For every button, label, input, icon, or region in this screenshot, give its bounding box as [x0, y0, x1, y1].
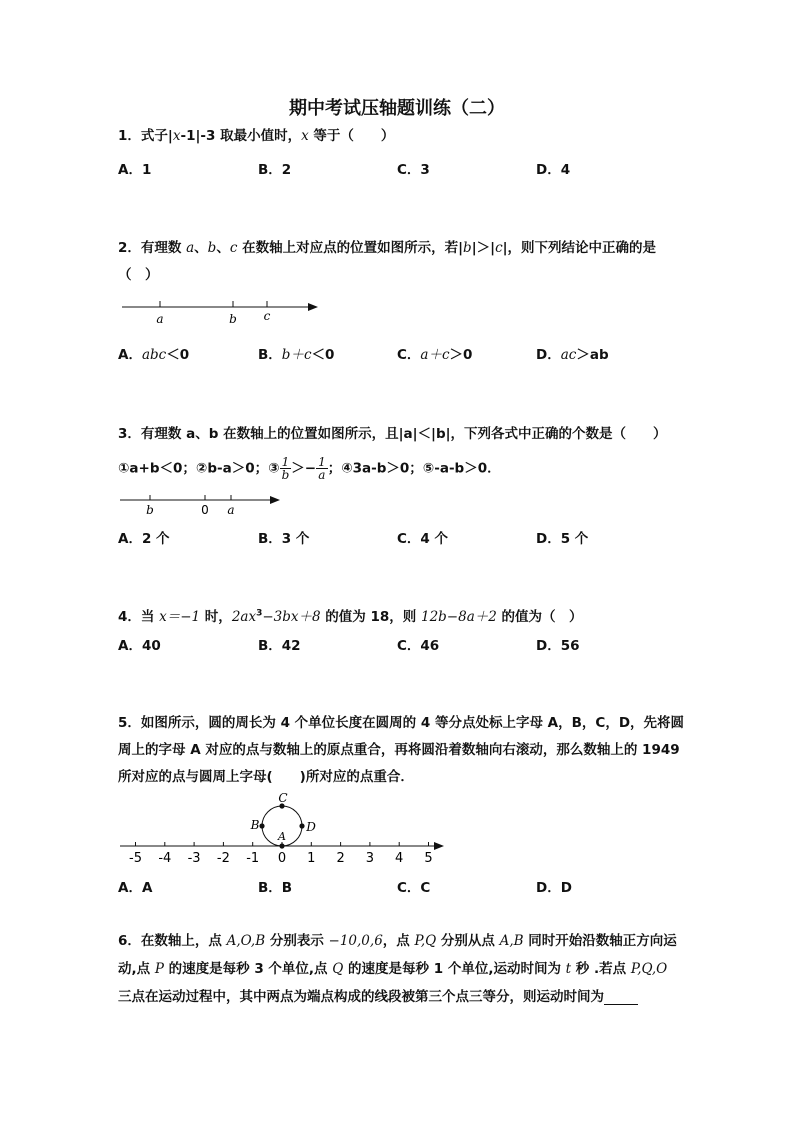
- q5-option-b[interactable]: B．B: [258, 880, 293, 896]
- label-b: b: [229, 312, 237, 326]
- label-a: a: [156, 312, 164, 326]
- axis-tick-label: 2: [336, 851, 345, 866]
- q3-number-line: [118, 490, 288, 520]
- q2-var: b: [463, 240, 472, 256]
- q2-var: c: [229, 240, 238, 256]
- option-expr: a＋c: [420, 347, 450, 363]
- q3-item-5: ⑤-a-b＞0．: [422, 460, 501, 477]
- option-prefix: B．: [258, 347, 282, 363]
- option-expr: ac: [560, 347, 577, 363]
- q6-var: t: [565, 961, 572, 977]
- q5-option-d[interactable]: D．D: [536, 880, 572, 896]
- q1-option-a[interactable]: A．1: [118, 162, 152, 178]
- option-prefix: C．: [397, 347, 421, 363]
- label-c: C: [278, 791, 288, 805]
- q2-text: 有理数: [140, 240, 187, 256]
- q4-text: 时，: [200, 609, 232, 625]
- q2-number-line: [118, 296, 324, 328]
- q2-text: 在数轴上对应点的位置如图所示，若|: [237, 240, 464, 256]
- page-title: 期中考试压轴题训练（二）: [289, 98, 505, 119]
- label-c: c: [263, 309, 271, 323]
- axis-tick-label: 4: [395, 851, 404, 866]
- q6-text: 的速度是每秒 1 个单位,运动时间为: [343, 961, 566, 977]
- q6-text: 分别表示: [265, 933, 329, 949]
- q1-text-pre: 式子|: [140, 128, 173, 144]
- q1-option-d[interactable]: D．4: [536, 162, 571, 178]
- label-d: D: [306, 820, 316, 834]
- q4-expr: x＝−1: [159, 609, 201, 625]
- q6-var: A,O,B: [226, 933, 266, 949]
- q4-text: 4．当: [118, 609, 160, 625]
- answer-blank[interactable]: [604, 992, 638, 1005]
- axis-tick-label: -4: [158, 851, 172, 866]
- label-b: b: [146, 503, 154, 517]
- axis-tick-label: -1: [246, 851, 260, 866]
- point-d: [299, 823, 304, 828]
- q5-option-a[interactable]: A．A: [118, 880, 153, 896]
- q2-option-c[interactable]: [397, 343, 472, 363]
- label-b: B: [250, 818, 260, 832]
- axis-arrow: [308, 303, 318, 311]
- option-prefix: A．: [118, 347, 142, 363]
- q3-option-c[interactable]: C．4 个: [397, 531, 449, 547]
- q6-text: 动,点: [118, 961, 155, 977]
- q6-text: ，点: [382, 933, 415, 949]
- q6-var: P: [154, 961, 164, 977]
- fraction-numerator: 1: [280, 456, 292, 469]
- q1-option-c[interactable]: C．3: [397, 162, 430, 178]
- axis-tick-label: -5: [129, 851, 142, 866]
- q2-sep: 、: [216, 240, 230, 256]
- q6-text: 秒 .若点: [571, 961, 631, 977]
- q4-text: 的值为（ ）: [496, 609, 583, 625]
- q3-option-a[interactable]: A．2 个: [118, 531, 170, 547]
- fraction-denominator: b: [281, 468, 290, 482]
- fraction-numerator: 1: [318, 455, 326, 469]
- option-rel: ＜0: [166, 347, 190, 363]
- option-prefix: D．: [536, 347, 561, 363]
- option-rel: ＞ab: [576, 347, 609, 363]
- option-expr: abc: [141, 347, 167, 363]
- q6-var: P,Q: [414, 933, 437, 949]
- question-6-line-2: [118, 957, 667, 977]
- q3-item-1: ①a+b＜0；: [118, 460, 196, 477]
- axis-tick-label: 0: [277, 851, 287, 866]
- q3-gt: ＞−: [291, 460, 317, 477]
- q2-answer-parens: （ ）: [118, 267, 159, 283]
- q2-option-d[interactable]: [536, 343, 609, 363]
- q3-option-b[interactable]: B．3 个: [258, 531, 310, 547]
- option-rel: ＜0: [311, 347, 335, 363]
- q3-semi: ；: [327, 460, 342, 477]
- question-1: [118, 124, 394, 144]
- q3-item-2: ②b-a＞0；: [195, 460, 269, 477]
- q3-option-d[interactable]: D．5 个: [536, 531, 589, 547]
- axis-arrow: [270, 496, 280, 504]
- question-6-line-3: [118, 985, 638, 1005]
- q4-exponent: 3: [256, 608, 263, 619]
- q3-statements: [118, 456, 501, 481]
- q2-option-a[interactable]: [118, 343, 189, 363]
- q4-option-c[interactable]: C．46: [397, 638, 440, 654]
- label-a: A: [278, 830, 286, 843]
- q6-var: A,B: [499, 933, 524, 949]
- axis-tick-label: -2: [216, 851, 230, 866]
- q5-number-line-with-circle: [118, 790, 448, 866]
- q6-text: 同时开始沿数轴正方向运: [523, 933, 677, 949]
- fraction-denominator: a: [318, 468, 326, 482]
- question-6-line-1: [118, 929, 677, 949]
- q6-text: 分别从点: [436, 933, 500, 949]
- q2-var: a: [186, 240, 195, 256]
- q4-expr: 2ax: [231, 609, 257, 625]
- q1-option-b[interactable]: B．2: [258, 162, 292, 178]
- q1-number: 1．: [118, 128, 141, 144]
- q4-expr: 12b−8a＋2: [420, 609, 497, 625]
- question-5-line-2: 周上的字母 A 对应的点与数轴上的原点重合，再将圆沿着数轴向右滚动，那么数轴上的 1949: [118, 742, 680, 758]
- point-b: [259, 823, 264, 828]
- q6-var: −10,0,6: [328, 933, 383, 949]
- axis-tick-label: 3: [365, 851, 375, 866]
- question-5-line-1: 5．如图所示，圆的周长为 4 个单位长度在圆周的 4 等分点处标上字母 A，B，C，D，先将圆: [118, 715, 685, 731]
- q2-sep: 、: [194, 240, 208, 256]
- q6-var: Q: [332, 961, 344, 977]
- axis-tick-label: 1: [307, 851, 316, 866]
- q2-number: 2．: [118, 240, 141, 256]
- label-zero: 0: [201, 503, 209, 517]
- option-rel: ＞0: [449, 347, 473, 363]
- axis-tick-label: -3: [187, 851, 201, 866]
- axis-tick-label: 5: [424, 851, 433, 866]
- q2-text: |，则下列结论中正确的是: [502, 240, 657, 256]
- q4-option-b[interactable]: B．42: [258, 638, 301, 654]
- q6-text: 三点在运动过程中，其中两点为端点构成的线段被第三个点三等分，则运动时间为: [118, 989, 604, 1005]
- q1-text-mid: -1|-3 取最小值时，: [180, 128, 302, 144]
- q6-var: P,Q,O: [630, 961, 668, 977]
- question-4: [118, 605, 583, 625]
- option-expr: b＋c: [281, 347, 312, 363]
- q4-option-a[interactable]: A．40: [118, 638, 161, 654]
- q1-text-post: 等于（ ）: [308, 128, 395, 144]
- question-2: [118, 236, 656, 256]
- point-a: [279, 843, 284, 848]
- q1-var: x: [301, 128, 309, 144]
- q2-text: |＞|: [471, 240, 496, 256]
- question-3: 3．有理数 a、b 在数轴上的位置如图所示，且|a|＜|b|，下列各式中正确的个数是（ ）: [118, 426, 667, 442]
- q6-text: 6．在数轴上，点: [118, 933, 227, 949]
- q4-text: 的值为 18，则: [320, 609, 421, 625]
- q3-item-4: ④3a-b＞0；: [341, 460, 423, 477]
- q2-var: c: [495, 240, 503, 256]
- q4-expr: −3bx＋8: [262, 609, 321, 625]
- q2-option-b[interactable]: [258, 343, 334, 363]
- q1-var: x: [172, 128, 181, 144]
- q4-option-d[interactable]: D．56: [536, 638, 580, 654]
- q6-text: 的速度是每秒 3 个单位,点: [163, 961, 333, 977]
- question-5-line-3: 所对应的点与圆周上字母( )所对应的点重合．: [118, 769, 414, 785]
- q3-item-3-prefix: ③: [268, 460, 280, 477]
- label-a: a: [227, 503, 235, 517]
- axis-arrow: [434, 842, 444, 850]
- q2-var: b: [207, 240, 217, 256]
- q5-option-c[interactable]: C．C: [397, 880, 431, 896]
- q3-fraction-2: [316, 456, 328, 481]
- q3-fraction-1: [280, 456, 292, 481]
